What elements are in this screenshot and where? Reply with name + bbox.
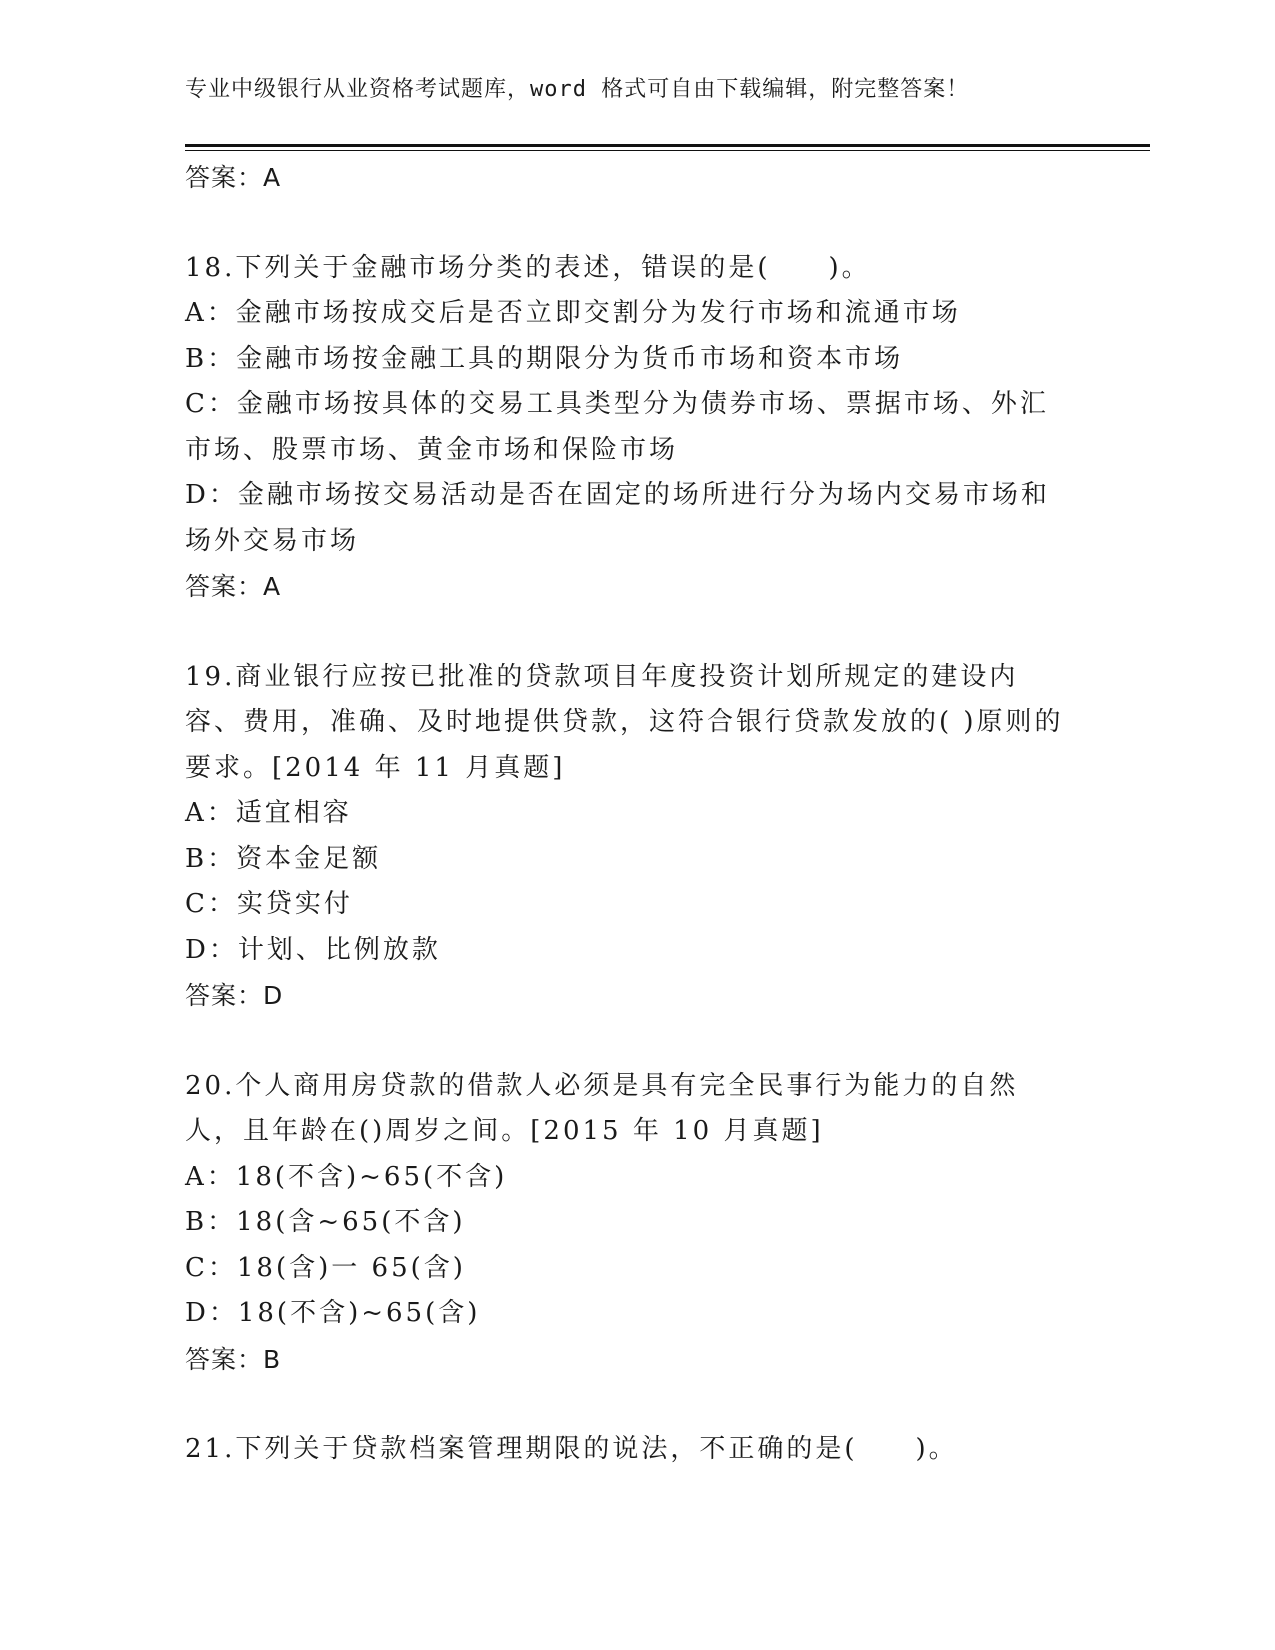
answer: 答案：A xyxy=(185,572,282,601)
option-d: D：计划、比例放款 xyxy=(185,934,441,965)
option-c: C：实贷实付 xyxy=(185,889,353,919)
option-d: D：18(不含)~65(含) xyxy=(185,1298,481,1328)
option-d: D：金融市场按交易活动是否在固定的场所进行分为场内交易市场和场外交易市场 xyxy=(185,480,1050,556)
option-a: A：金融市场按成交后是否立即交割分为发行市场和流通市场 xyxy=(185,298,961,328)
option-b: B：18(含~65(不含) xyxy=(185,1207,466,1237)
answer: 答案：D xyxy=(185,981,284,1010)
header-rule-thin xyxy=(185,150,1150,151)
question-19 xyxy=(185,655,1085,1019)
question-text: 18.下列关于金融市场分类的表述，错误的是( )。 xyxy=(185,252,871,283)
question-18 xyxy=(185,246,1085,610)
option-b: B：金融市场按金融工具的期限分为货币市场和资本市场 xyxy=(185,343,904,374)
question-text: 20.个人商用房贷款的借款人必须是具有完全民事行为能力的自然人，且年龄在()周岁之间。[2015 年 10 月真题] xyxy=(185,1070,1019,1146)
option-c: C：金融市场按具体的交易工具类型分为债券市场、票据市场、外汇市场、股票市场、黄金市场和保险市场 xyxy=(185,389,1049,465)
option-b: B：资本金足额 xyxy=(185,843,382,874)
option-a: A：适宜相容 xyxy=(185,798,352,828)
question-20 xyxy=(185,1064,1085,1383)
option-a: A：18(不含)~65(不含) xyxy=(185,1161,508,1192)
question-21 xyxy=(185,1427,1085,1473)
option-c: C：18(含)一 65(含) xyxy=(185,1252,466,1283)
question-text: 21.下列关于贷款档案管理期限的说法，不正确的是( )。 xyxy=(185,1434,958,1464)
document-body xyxy=(185,155,1085,1473)
header-rule-thick xyxy=(185,144,1150,147)
answer: 答案：B xyxy=(185,1344,282,1374)
question-text: 19.商业银行应按已批准的贷款项目年度投资计划所规定的建设内容、费用，准确、及时地提供贷款，这符合银行贷款发放的( )原则的要求。[2014 年 11 月真题] xyxy=(185,661,1064,783)
page-header: 专业中级银行从业资格考试题库，word 格式可自由下载编辑，附完整答案！ xyxy=(185,77,970,102)
answer-prev: 答案：A xyxy=(185,163,282,192)
